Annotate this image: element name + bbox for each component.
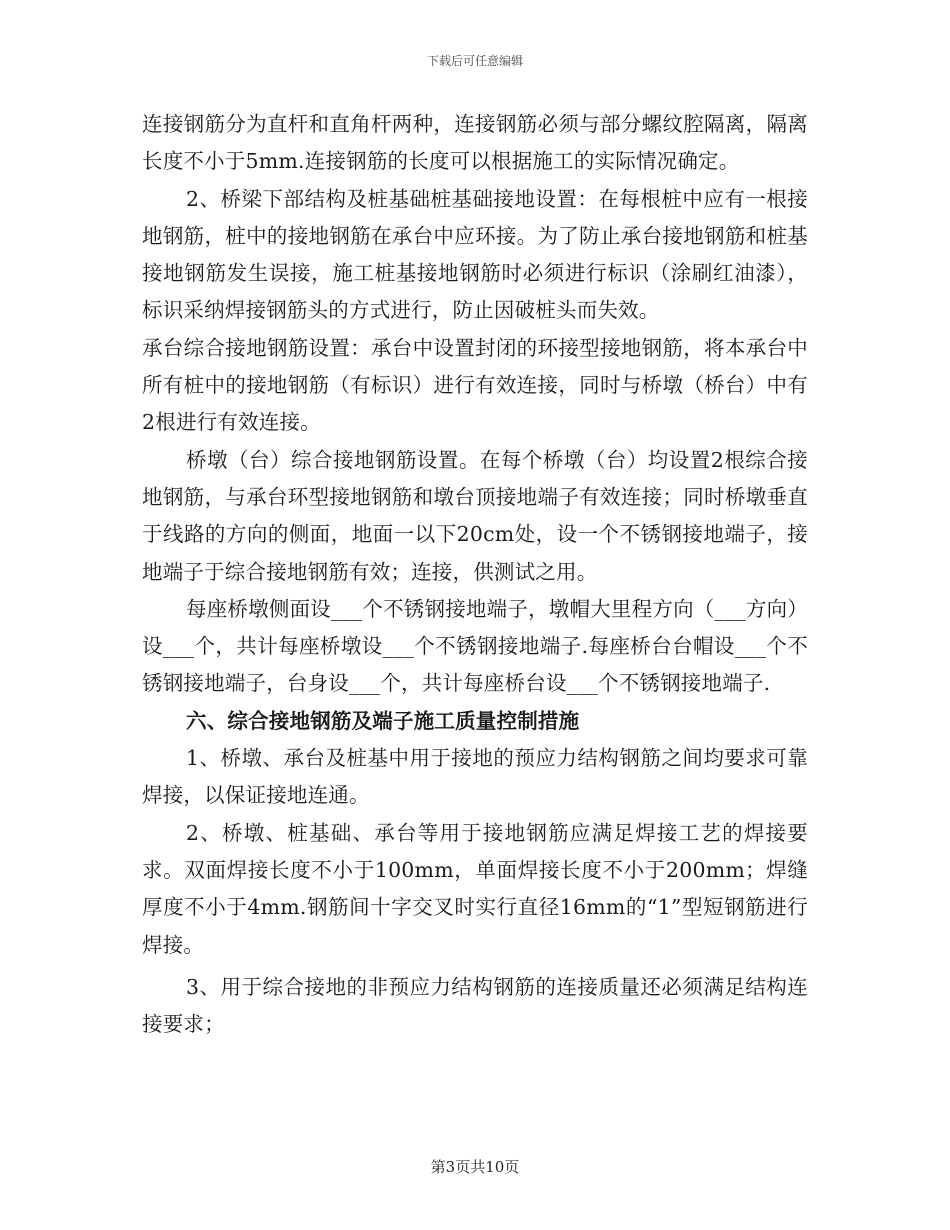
paragraph: 连接钢筋分为直杆和直角杆两种，连接钢筋必须与部分螺纹腔隔离，隔离长度不小于5mm.连接钢筋的长度可以根据施工的实际情况确定。 — [142, 112, 808, 174]
paragraph: 桥墩（台）综合接地钢筋设置。在每个桥墩（台）均设置2根综合接地钢筋，与承台环型接地钢筋和墩台顶接地端子有效连接；同时桥墩垂直于线路的方向的侧面，地面一以下20cm处，设一个不锈钢接地端子，接地端子于综合接地钢筋有效；连接，供测试之用。 — [142, 447, 808, 584]
page-header: 下载后可任意编辑 — [426, 54, 523, 68]
paragraph: 2、桥墩、桩基础、承台等用于接地钢筋应满足焊接工艺的焊接要求。双面焊接长度不小于100mm，单面焊接长度不小于200mm；焊缝厚度不小于4mm.钢筋间十字交叉时实行直径16mm的“1”型短钢筋进行焊接。 — [142, 820, 808, 957]
paragraph: 2、桥梁下部结构及桩基础桩基础接地设置：在每根桩中应有一根接地钢筋，桩中的接地钢筋在承台中应环接。为了防止承台接地钢筋和桩基接地钢筋发生误接，施工桩基接地钢筋时必须进行标识（涂刷红油漆），标识采纳焊接钢筋头的方式进行，防止因破桩头而失效。 — [142, 186, 808, 323]
paragraph: 1、桥墩、承台及桩基中用于接地的预应力结构钢筋之间均要求可靠焊接，以保证接地连通。 — [142, 746, 808, 808]
paragraph: 承台综合接地钢筋设置：承台中设置封闭的环接型接地钢筋，将本承台中所有桩中的接地钢筋（有标识）进行有效连接，同时与桥墩（桥台）中有2根进行有效连接。 — [142, 335, 808, 435]
page-number: 第3页共10页 — [430, 1158, 520, 1176]
paragraph: 每座桥墩侧面设___个不锈钢接地端子，墩帽大里程方向（___方向）设___个，共计每座桥墩设___个不锈钢接地端子.每座桥台台帽设___个不锈钢接地端子，台身设___个，共计每座桥台设___个不锈钢接地端子. — [142, 596, 808, 696]
document-body — [142, 106, 808, 1043]
paragraph: 3、用于综合接地的非预应力结构钢筋的连接质量还必须满足结构连接要求； — [142, 974, 808, 1037]
section-heading: 六、综合接地钢筋及端子施工质量控制措施 — [186, 708, 580, 733]
